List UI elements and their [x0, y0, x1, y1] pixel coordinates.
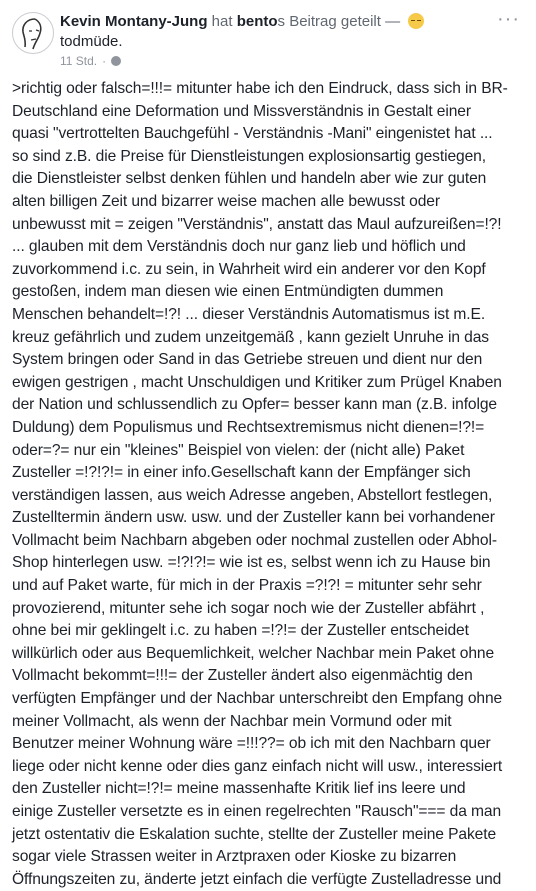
sleepy-face-icon [408, 13, 424, 29]
post-body-text: >richtig oder falsch=!!!= mitunter habe ich den Eindruck, dass sich in BR- Deutschland eine Deformation und Missverständnis in Gestalt einer quasi "vertrottelten Bauchgefühl - Verständnis -Mani" eingenistet hat ... so sind z.B. die Preise für Dienstleistungen explosionsartig gestiegen, die Dienstleister selbst denken fühlen und handeln aber wie zur guten alten billigen Zeit und bizarrer weise machen alle bewusst oder unbewusst mit = zeigen "Verständnis", anstatt das Maul aufzureißen=!?! ... glauben mit dem Verständnis doch nur ganz lieb und höflich und zuvorkommend i.c. zu sein, in Wahrheit wird ein anderer vor den Kopf gestoßen, indem man diesen wie einen Entmündigten dummen Menschen behandelt=!?! ... dieser Verständnis Automatismus ist m.E. kreuz gefährlich und zudem unzeitgemäß , kann gezielt Unruhe in das System bringen oder Sand in das Getriebe streuen und dient nur den ewigen gestrigen , macht Unschuldigen und Kritiker zum Prügel Knaben der Nation und schlussendlich zu Opfer= besser kann man (z.B. infolge Duldung) dem Populismus und Rechtsextremismus nicht dienen=!?!= oder=?= nur ein "kleines" Beispiel von vielen: der (nicht alle) Paket Zusteller =!?!?!= in einer info.Gesellschaft kann der Empfänger sich verständigen lassen, aus weich Adresse angeben, Abstellort festlegen, Zustelltermin ändern usw. usw. und der Zusteller kann bei vorhandener Vollmacht beim Nachbarn abgeben oder nochmal zustellen oder Abhol- Shop hinterlegen usw. =!?!?!= wie ist es, selbst wenn ich zu Hause bin und auf Paket warte, für mich in der Praxis =?!?! = mitunter sehr sehr provozierend, mitunter sehe ich sogar noch wie der Zusteller abfährt , ohne bei mir geklingelt i.c. zu haben =!?!= der Zusteller entscheidet willkürlich oder aus Bequemlichkeit, welcher Nachbar mein Paket ohne Vollmacht bekommt=!!!= der Zusteller ändert also eigenmächtig den verfügten Empfänger und der Nachbar unterschreibt den Empfang ohne meiner Vollmacht, als wenn der Nachbar mein Vormund oder mit Benutzer meiner Wohnung wäre =!!!??= ob ich mit den Nachbarn quer liege oder nicht kenne oder dies ganz einfach nicht will usw., interessiert den Zusteller nicht=!?!= meine massenhafte Kritik lief ins leere und einige Zusteller versetzte es in einen regelrechten "Rausch"=== da man jetzt ostentativ die Eskalation suchte, stellte der Zusteller meine Pakete sogar viele Strassen weiter in Arztpraxen oder Kioske zu bizarren Öffnungszeiten zu, änderte jetzt einfach die verfügte Zustelladresse und [12, 80, 508, 888]
shared-page-link[interactable]: bento [236, 13, 278, 30]
feeling-text: todmüde. [60, 33, 123, 50]
share-verb-text: hat [207, 13, 237, 30]
post-timestamp[interactable]: 11 Std. [60, 54, 98, 68]
share-verb-suffix: s Beitrag geteilt — [277, 13, 405, 30]
avatar-sketch-icon [13, 13, 53, 53]
post-attribution [60, 12, 480, 32]
meta-separator: · [102, 54, 107, 68]
avatar[interactable] [12, 12, 54, 54]
author-name-link[interactable]: Kevin Montany-Jung [60, 13, 208, 30]
more-options-icon[interactable]: ··· [497, 8, 520, 30]
post-meta [60, 54, 121, 68]
post-header [0, 0, 536, 80]
globe-icon[interactable] [111, 56, 121, 66]
